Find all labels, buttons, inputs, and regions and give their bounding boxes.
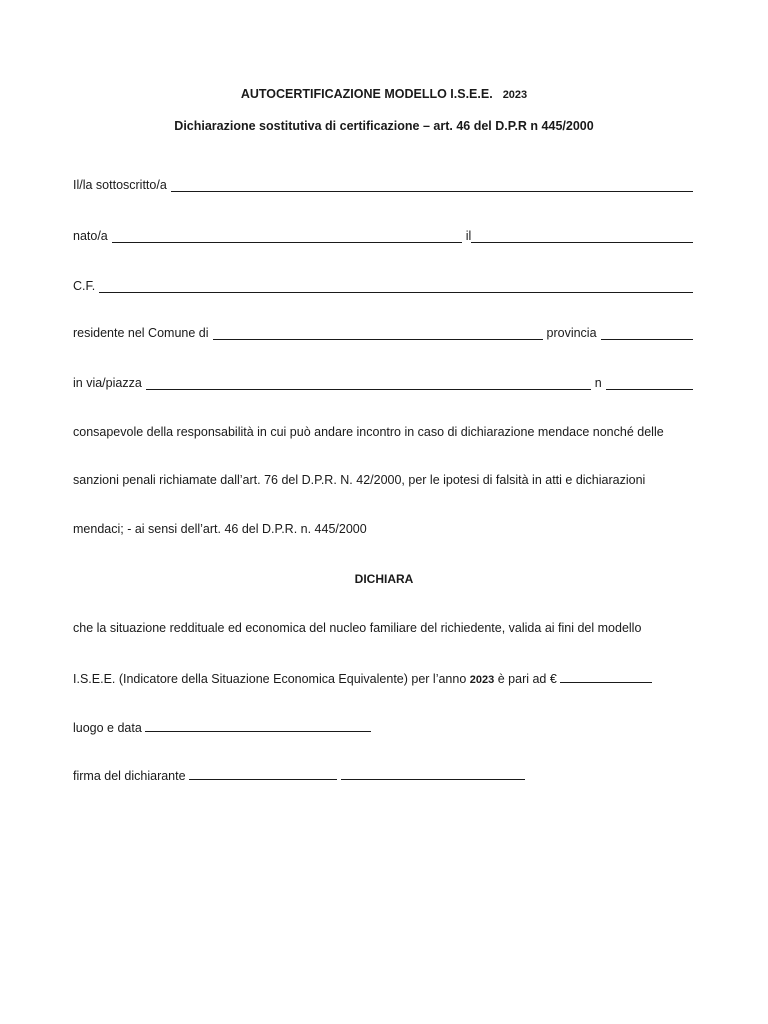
field-indirizzo [73,376,693,390]
nato-label: nato/a [73,229,108,243]
paragraph-line-3: mendaci; - ai sensi dell’art. 46 del D.P.R. n. 445/2000 [73,522,367,536]
sottoscritto-blank[interactable] [171,178,693,192]
luogo-data-blank[interactable] [145,719,371,732]
field-residenza [73,326,693,340]
paragraph-line-1: consapevole della responsabilità in cui può andare incontro in caso di dichiarazione mendace nonché delle [73,425,664,439]
provincia-blank[interactable] [601,326,693,340]
paragraph-line-2: sanzioni penali richiamate dall’art. 76 del D.P.R. N. 42/2000, per le ipotesi di falsità in atti e dichiarazioni [73,473,646,487]
document-subtitle: Dichiarazione sostitutiva di certificazione – art. 46 del D.P.R n 445/2000 [174,119,594,133]
importo-blank[interactable] [560,670,652,683]
via-label: in via/piazza [73,376,142,390]
cf-blank[interactable] [99,279,693,293]
field-luogo-data [73,719,698,735]
civico-blank[interactable] [606,376,693,390]
luogo-label: luogo e data [73,721,142,735]
n-label: n [594,376,602,390]
comune-blank[interactable] [213,326,543,340]
document-title [0,87,768,101]
comune-label: residente nel Comune di [73,326,209,340]
nato-blank[interactable] [112,229,462,243]
field-nascita [73,229,693,243]
il-label: il [465,229,472,243]
provincia-label: provincia [546,326,597,340]
firma-blank-1[interactable] [189,767,337,780]
declaration-line-2-pre: I.S.E.E. (Indicatore della Situazione Economica Equivalente) per l’anno [73,672,467,686]
declaration-year: 2023 [469,674,495,686]
data-nascita-blank[interactable] [471,229,693,243]
sottoscritto-label: Il/la sottoscritto/a [73,178,167,192]
field-cf [73,279,693,293]
title-text: AUTOCERTIFICAZIONE MODELLO I.S.E.E. [240,87,493,101]
declaration-line-2-post: è pari ad € [497,672,557,686]
title-year: 2023 [502,89,528,101]
declaration-line-2 [73,670,698,686]
declaration-line-1: che la situazione reddituale ed economica del nucleo familiare del richiedente, valida ai fini del modello [73,621,642,635]
field-firma [73,767,698,783]
via-blank[interactable] [146,376,591,390]
field-sottoscritto [73,178,693,192]
firma-blank-2[interactable] [341,767,525,780]
declaration-heading: DICHIARA [354,572,414,586]
cf-label: C.F. [73,279,96,293]
firma-label: firma del dichiarante [73,769,186,783]
